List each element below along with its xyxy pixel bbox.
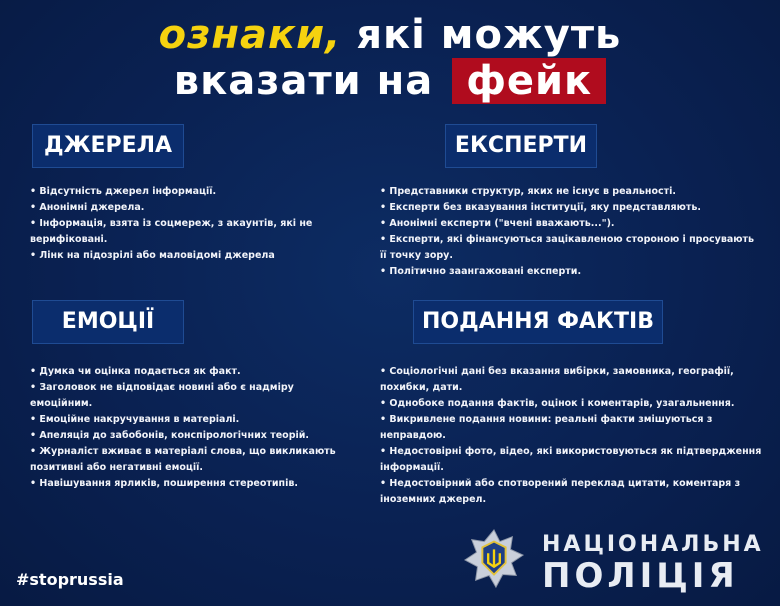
headline-line1-rest: які можуть <box>356 12 622 58</box>
fake-badge: фейк <box>452 58 606 104</box>
headline-line2-rest: вказати на <box>173 58 434 104</box>
list-item: • Викривлене подання новини: реальні факти змішуються з неправдою. <box>380 412 770 444</box>
police-name-line1: НАЦІОНАЛЬНА <box>542 532 764 557</box>
experts-list <box>380 184 760 280</box>
list-item: • Апеляція до забобонів, конспірологічних теорій. <box>30 428 340 444</box>
list-item: • Інформація, взята із соцмереж, з акаунтів, які не верифіковані. <box>30 216 330 248</box>
list-item: • Анонімні експерти ("вчені вважають..."). <box>380 216 760 232</box>
facts-list <box>380 364 770 508</box>
section-title-sources: ДЖЕРЕЛА <box>32 124 184 168</box>
list-item: • Журналіст вживає в матеріалі слова, що викликають позитивні або негативні емоції. <box>30 444 340 476</box>
emotions-list <box>30 364 340 492</box>
headline-line-1 <box>0 12 780 58</box>
hashtag: #stoprussia <box>16 570 124 589</box>
list-item: • Недостовірний або спотворений переклад цитати, коментаря з іноземних джерел. <box>380 476 770 508</box>
list-item: • Однобоке подання фактів, оцінок і коментарів, узагальнення. <box>380 396 770 412</box>
list-item: • Недостовірні фото, відео, які використовуються як підтвердження інформації. <box>380 444 770 476</box>
sources-list <box>30 184 330 264</box>
list-item: • Соціологічні дані без вказання вибірки, замовника, географії, похибки, дати. <box>380 364 770 396</box>
section-title-emotions: ЕМОЦІЇ <box>32 300 184 344</box>
police-emblem-icon <box>463 527 525 591</box>
list-item: • Відсутність джерел інформації. <box>30 184 330 200</box>
section-title-experts: ЕКСПЕРТИ <box>445 124 597 168</box>
list-item: • Експерти, які фінансуються зацікавленою стороною і просувають її точку зору. <box>380 232 760 264</box>
police-name-line2: ПОЛІЦІЯ <box>542 556 739 596</box>
list-item: • Навішування ярликів, поширення стереотипів. <box>30 476 340 492</box>
headline-highlight: ознаки, <box>158 12 342 58</box>
list-item: • Емоційне накручування в матеріалі. <box>30 412 340 428</box>
section-title-facts: ПОДАННЯ ФАКТІВ <box>413 300 663 344</box>
headline <box>0 12 780 104</box>
list-item: • Думка чи оцінка подається як факт. <box>30 364 340 380</box>
list-item: • Політично заангажовані експерти. <box>380 264 760 280</box>
list-item: • Анонімні джерела. <box>30 200 330 216</box>
headline-line-2 <box>0 58 780 104</box>
list-item: • Заголовок не відповідає новині або є надміру емоційним. <box>30 380 340 412</box>
list-item: • Лінк на підозрілі або маловідомі джерела <box>30 248 330 264</box>
list-item: • Представники структур, яких не існує в реальності. <box>380 184 760 200</box>
list-item: • Експерти без вказування інституції, яку представляють. <box>380 200 760 216</box>
